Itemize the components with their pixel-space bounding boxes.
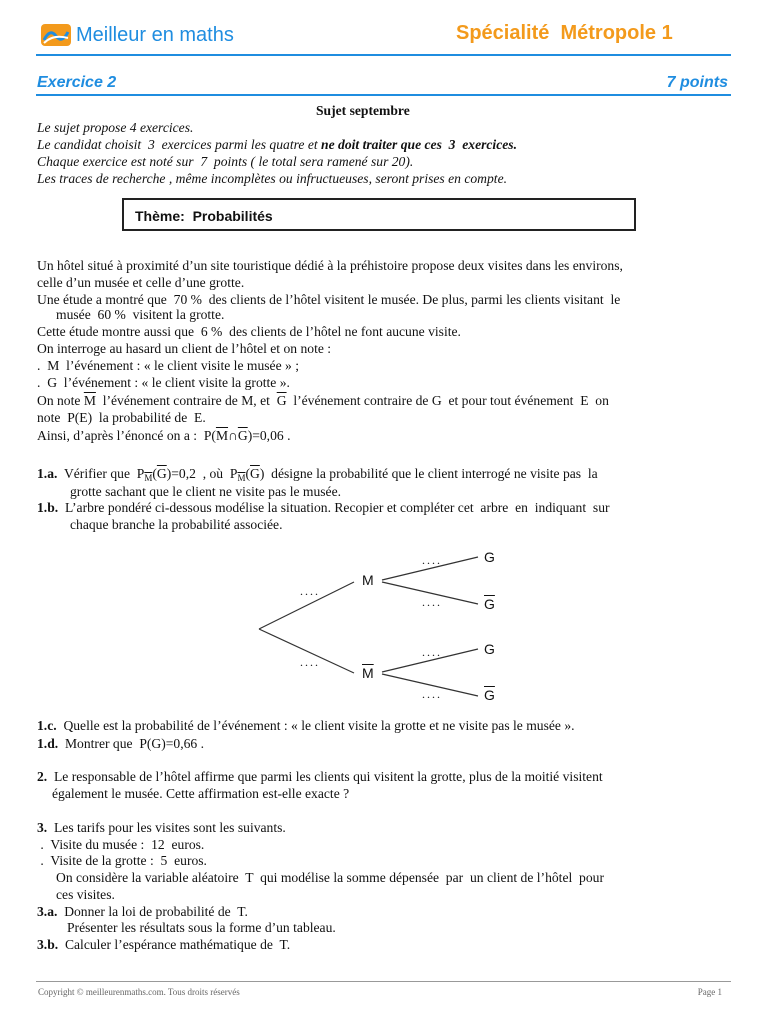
statement-line: Un hôtel situé à proximité d’un site touristique dédié à la préhistoire propose deux visites dans les environs,: [37, 258, 623, 273]
weight-m-g: ....: [422, 553, 442, 567]
question-1d: 1.d. Montrer que P(G)=0,66 .: [37, 736, 205, 751]
footer-copyright: Copyright © meilleurenmaths.com. Tous droits réservés: [38, 987, 240, 997]
question-2: 2. Le responsable de l’hôtel affirme que parmi les clients qui visitent la grotte, plus de la moitié visitent: [37, 769, 603, 784]
leaf-m-g: G: [484, 549, 495, 565]
statement-line: Cette étude montre aussi que 6 % des clients de l’hôtel ne font aucune visite.: [37, 324, 461, 339]
statement-line: celle d’un musée et celle d’une grotte.: [37, 275, 245, 290]
question-3a-cont: Présenter les résultats sous la forme d’un tableau.: [67, 920, 336, 935]
exercise-divider: [36, 94, 731, 96]
page-title: Spécialité Métropole 1: [456, 22, 673, 44]
weight-root-mbar: ....: [300, 655, 320, 669]
theme-label: Thème: Probabilités: [135, 208, 273, 224]
statement-line: On interroge au hasard un client de l’hôtel et on note :: [37, 341, 332, 356]
theme-box: [122, 198, 636, 231]
intro-line: Le sujet propose 4 exercices.: [37, 120, 194, 135]
node-mbar: $\overline{M}$: [362, 665, 374, 681]
statement-line: . G l’événement : « le client visite la grotte ».: [37, 375, 290, 390]
probability-tree: [250, 540, 510, 710]
statement-line: musée 60 % visitent la grotte.: [56, 307, 225, 322]
weight-root-m: ....: [300, 584, 320, 598]
question-1a: 1.a. Vérifier que $P_{\overline{M}}(\overline{G})=0,2$ , où $P_{\overline{M}}(\overline{G})$ désigne la probabilité que le client interrogé ne visite pas la: [37, 466, 598, 483]
weight-mbar-gbar: ....: [422, 687, 442, 701]
leaf-mbar-gbar: $\overline{G}$: [484, 687, 495, 703]
node-m: M: [362, 572, 374, 588]
weight-mbar-g: ....: [422, 645, 442, 659]
question-3-line: . Visite de la grotte : 5 euros.: [37, 853, 207, 868]
question-3-line: On considère la variable aléatoire T qui modélise la somme dépensée par un client de l’hôtel pour: [56, 870, 604, 885]
question-3b: 3.b. Calculer l’espérance mathématique de T.: [37, 937, 291, 952]
question-2-cont: également le musée. Cette affirmation est-elle exacte ?: [52, 786, 350, 801]
statement-line: note P(E) la probabilité de E.: [37, 410, 206, 425]
brand-name: Meilleur en maths: [76, 24, 234, 46]
question-1a-cont: grotte sachant que le client ne visite pas le musée.: [70, 484, 342, 499]
statement-line: Ainsi, d’après l’énoncé on a : $P(\overline{M}\cap\overline{G})=0,06$ .: [37, 428, 291, 443]
question-3: 3. Les tarifs pour les visites sont les suivants.: [37, 820, 286, 835]
exercise-points: 7 points: [666, 74, 728, 91]
weight-m-gbar: ....: [422, 595, 442, 609]
leaf-mbar-g: G: [484, 641, 495, 657]
question-1b-cont: chaque branche la probabilité associée.: [70, 517, 283, 532]
intro-line: Les traces de recherche , même incomplètes ou infructueuses, seront prises en compte.: [37, 171, 507, 186]
logo-icon: [41, 24, 71, 46]
statement-line: On note $\overline{M}$ l’événement contraire de M, et $\overline{G}$ l’événement contraire de G et pour tout événement E on: [37, 393, 609, 408]
footer-divider: [36, 981, 731, 982]
question-1c: 1.c. Quelle est la probabilité de l’événement : « le client visite la grotte et ne visite pas le musée ».: [37, 718, 575, 733]
header: [0, 0, 768, 60]
question-3-line: ces visites.: [56, 887, 115, 902]
header-divider: [36, 54, 731, 56]
intro-line: Le candidat choisit 3 exercices parmi les quatre et ne doit traiter que ces 3 exercices.: [37, 137, 517, 152]
intro-line: Chaque exercice est noté sur 7 points ( le total sera ramené sur 20).: [37, 154, 414, 169]
subject-title: Sujet septembre: [316, 103, 410, 118]
footer-page: Page 1: [697, 987, 722, 997]
question-3-line: . Visite du musée : 12 euros.: [37, 837, 205, 852]
statement-line: Une étude a montré que 70 % des clients de l’hôtel visitent le musée. De plus, parmi les clients visitant le: [37, 292, 621, 307]
question-3a: 3.a. Donner la loi de probabilité de T.: [37, 904, 248, 919]
question-1b: 1.b. L’arbre pondéré ci-dessous modélise la situation. Recopier et compléter cet arbre en indiquant sur: [37, 500, 610, 515]
leaf-m-gbar: $\overline{G}$: [484, 596, 495, 612]
statement-line: . M l’événement : « le client visite le musée » ;: [37, 358, 299, 373]
exercise-label: Exercice 2: [37, 74, 117, 91]
